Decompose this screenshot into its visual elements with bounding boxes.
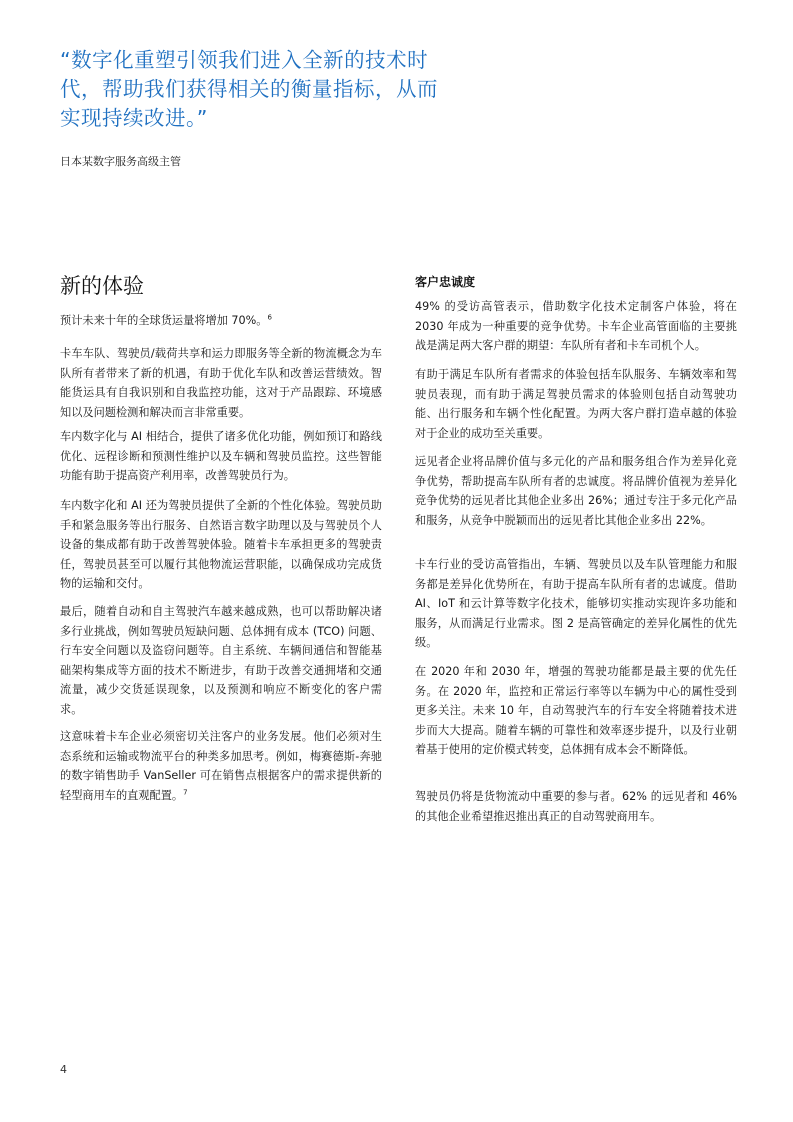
left-paragraph-1: 卡车车队、驾驶员/载荷共享和运力即服务等全新的物流概念为车队所有者带来了新的机遇，有助于优化车队和改善运营绩效。智能货运具有自我识别和自我监控功能，这对于产品跟踪、环境感知以及问题检测和解决而言非常重要。 [60, 347, 382, 419]
section-heading-new-experience: 新的体验 [60, 274, 144, 298]
intro-text: 预计未来十年的全球货运量将增加 70%。 [60, 314, 268, 327]
quote-attribution: 日本某数字服务高级主管 [60, 155, 181, 168]
right-paragraph-4: 卡车行业的受访高管指出，车辆、驾驶员以及车队管理能力和服务都是差异化优势所在，有助于提高车队所有者的忠诚度。借助 AI、IoT 和云计算等数字化技术，能够切实推动实现许多功能和服务，从而满足行业需求。图 2 是高管确定的差异化属性的优先级。 [415, 558, 737, 649]
right-paragraph-6: 驾驶员仍将是货物流动中重要的参与者。62% 的远见者和 46% 的其他企业希望推迟推出真正的自动驾驶商用车。 [415, 790, 737, 823]
right-paragraph-5: 在 2020 年和 2030 年，增强的驾驶功能都是最主要的优先任务。在 2020 年，监控和正常运行率等以车辆为中心的属性受到更多关注。未来 10 年，自动驾驶汽车的行车安全将随着技术进步而大大提高。随着车辆的可靠性和效率逐步提升，以及行业朝着基于使用的定价模式转变，总体拥有成本会不断降低。 [415, 665, 737, 756]
left-paragraph-2: 车内数字化与 AI 相结合，提供了诸多优化功能，例如预订和路线优化、远程诊断和预测性维护以及车辆和驾驶员监控。这些智能功能有助于提高资产利用率，改善驾驶员行为。 [60, 430, 382, 482]
right-paragraph-2: 有助于满足车队所有者需求的体验包括车队服务、车辆效率和驾驶员表现，而有助于满足驾驶员需求的体验则包括自动驾驶功能、出行服务和车辆个性化配置。为两大客户群打造卓越的体验对于企业的成功至关重要。 [415, 368, 737, 440]
section-heading-customer-loyalty: 客户忠诚度 [415, 275, 476, 289]
left-paragraph-5 [60, 727, 382, 805]
intro-paragraph [60, 311, 382, 331]
page-number: 4 [60, 1063, 67, 1076]
left-paragraph-3: 车内数字化和 AI 还为驾驶员提供了全新的个性化体验。驾驶员助手和紧急服务等出行服务、自然语言数字助理以及与驾驶员个人设备的集成都有助于改善驾驶体验。随着卡车承担更多的驾驶责任，驾驶员甚至可以履行其他物流运营职能，以确保成功完成货物的运输和交付。 [60, 499, 382, 590]
pull-quote: “数字化重塑引领我们进入全新的技术时代，帮助我们获得相关的衡量指标，从而实现持续改进。” [60, 48, 438, 130]
left-paragraph-4: 最后，随着自动和自主驾驶汽车越来越成熟，也可以帮助解决诸多行业挑战，例如驾驶员短缺问题、总体拥有成本 (TCO) 问题、行车安全问题以及盗窃问题等。自主系统、车辆间通信和智能基础架构集成等方面的技术不断进步，有助于改善交通拥堵和交通流量，减少交货延误现象，以及预测和响应不断变化的客户需求。 [60, 605, 382, 716]
footnote-ref: 6 [267, 313, 272, 322]
footnote-ref: 7 [183, 787, 188, 796]
right-paragraph-1: 49% 的受访高管表示，借助数字化技术定制客户体验，将在 2030 年成为一种重要的竞争优势。卡车企业高管面临的主要挑战是满足两大客户群的期望：车队所有者和卡车司机个人。 [415, 300, 737, 352]
right-paragraph-3: 远见者企业将品牌价值与多元化的产品和服务组合作为差异化竞争优势，帮助提高车队所有者的忠诚度。将品牌价值视为差异化竞争优势的远见者比其他企业多出 26%；通过专注于多元化产品和服务，从竞争中脱颖而出的远见者比其他企业多出 22%。 [415, 455, 737, 527]
closing-text: 这意味着卡车企业必须密切关注客户的业务发展。他们必须对生态系统和运输或物流平台的种类多加思考。例如，梅赛德斯-奔驰的数字销售助手 VanSeller 可在销售点根据客户的需求提供新的轻型商用车的直观配置。 [60, 730, 382, 802]
